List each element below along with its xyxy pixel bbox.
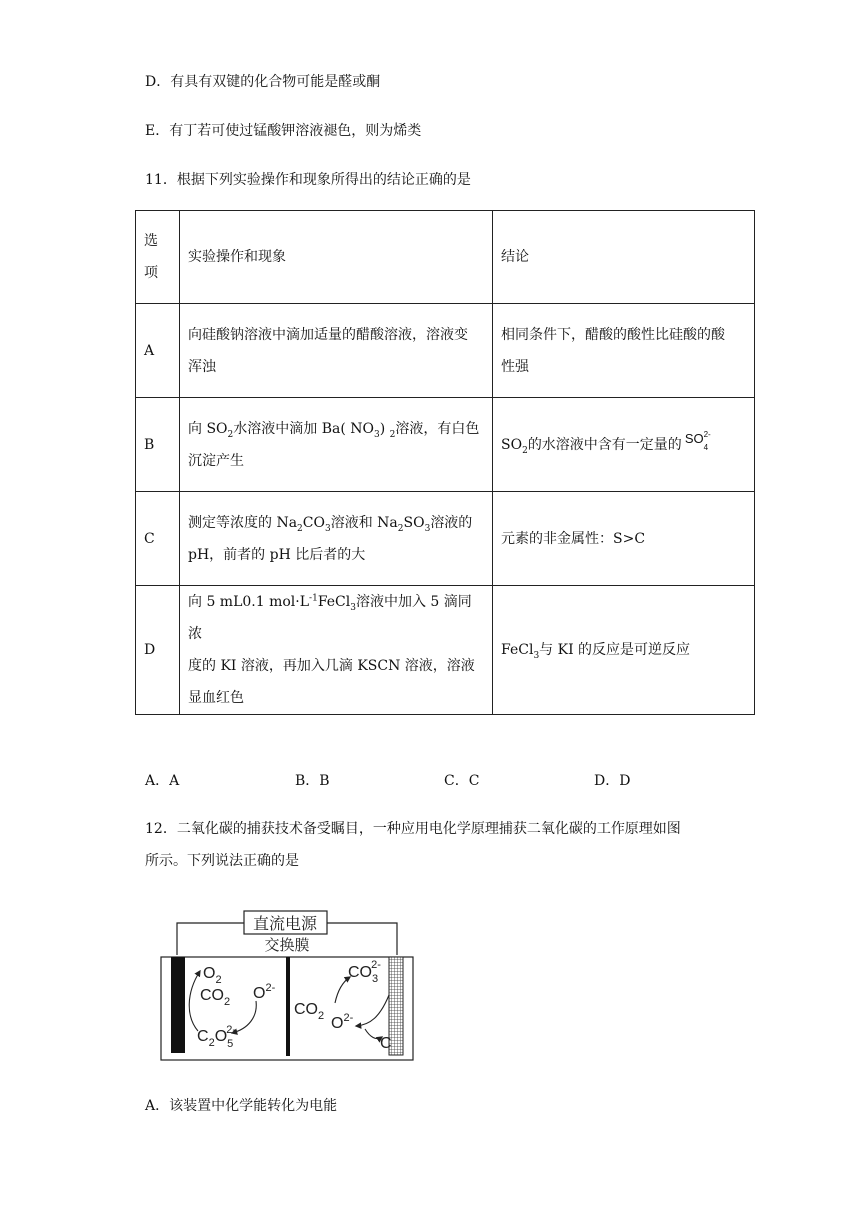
row-a-conclusion: [493, 304, 755, 398]
question-11-stem: 11．根据下列实验操作和现象所得出的结论正确的是: [145, 172, 471, 188]
right-oxide-ion-label: $O^{2-}$: [331, 1012, 354, 1032]
left-co2-label: $CO_2$: [200, 987, 231, 1008]
row-b-option: B: [136, 398, 180, 492]
experiment-table: [135, 210, 755, 715]
power-source-label: 直流电源: [252, 914, 318, 933]
option-e-line: E．有丁若可使过锰酸钾溶液褪色，则为烯类: [145, 123, 422, 139]
row-d-operation-line-2: 度的 KI 溶液，再加入几滴 KSCN 溶液，溶液: [188, 658, 475, 674]
header-option: [136, 211, 180, 304]
electrolysis-diagram: [160, 905, 416, 1063]
row-b-operation: [180, 398, 493, 492]
table-row: [136, 586, 755, 715]
header-option-char-1: 选: [144, 233, 158, 249]
membrane-label: 交换膜: [264, 936, 310, 954]
row-c-option: C: [136, 492, 180, 586]
header-conclusion: 结论: [493, 211, 755, 304]
header-option-char-2: 项: [144, 265, 158, 281]
row-c-conclusion: 元素的非金属性：S>C: [493, 492, 755, 586]
row-d-option: D: [136, 586, 180, 715]
row-b-operation-line-2: 沉淀产生: [188, 452, 244, 469]
left-electrode: [171, 957, 185, 1053]
row-d-conclusion: FeCl$_3$与 KI 的反应是可逆反应: [493, 586, 755, 715]
row-c-operation-line-1: 测定等浓度的 $Na_2CO_3$溶液和 $Na_2SO_3$溶液的: [188, 514, 473, 534]
answer-option-a[interactable]: A．A: [145, 773, 180, 789]
exchange-membrane: [286, 957, 290, 1056]
row-b-conclusion: $SO_2$的水溶液中含有一定量的 SO 2- 4: [493, 398, 755, 492]
left-wire: [177, 923, 244, 955]
table-row: [136, 304, 755, 398]
answer-option-b[interactable]: B．B: [295, 773, 330, 789]
table-header-row: [136, 211, 755, 304]
row-b-operation-line-1: 向 $SO_2$水溶液中滴加 Ba( $NO_3$) $_2$溶液，有白色: [188, 420, 480, 440]
row-a-operation-line-2: 浑浊: [188, 358, 216, 375]
row-a-option: A: [136, 304, 180, 398]
left-oxide-ion-label: $O^{2-}$: [253, 982, 276, 1002]
right-co2-label: $CO_2$: [294, 1001, 325, 1022]
row-a-conclusion-line-1: 相同条件下，醋酸的酸性比硅酸的酸: [501, 326, 725, 343]
question-12-stem-line-2: 所示。下列说法正确的是: [145, 853, 299, 869]
right-wire: [327, 923, 397, 955]
row-a-operation-line-1: 向硅酸钠溶液中滴加适量的醋酸溶液，溶液变: [188, 326, 468, 343]
table-row: [136, 398, 755, 492]
row-d-operation: [180, 586, 493, 715]
row-a-operation: [180, 304, 493, 398]
row-c-operation-line-2: pH，前者的 pH 比后者的大: [188, 546, 366, 563]
option-d-line: D．有具有双键的化合物可能是醛或酮: [145, 74, 381, 90]
row-a-conclusion-line-2: 性强: [501, 358, 529, 375]
row-d-operation-line-3: 显血红色: [188, 690, 244, 706]
right-carbon-label: C: [380, 1035, 392, 1052]
answer-option-d[interactable]: D．D: [594, 773, 631, 789]
right-co3-ion-label: $CO_32-$: [348, 959, 381, 985]
row-d-operation-line-1: 向 5 mL0.1 $mol\cdot L^{-1}FeCl_3$溶液中加入 5 滴同浓: [188, 593, 472, 642]
question-12-stem-line-1: 12．二氧化碳的捕获技术备受瞩目，一种应用电化学原理捕获二氧化碳的工作原理如图: [145, 821, 681, 837]
table-row: [136, 492, 755, 586]
left-c2o5-ion-label: $C_2O_52-$: [197, 1024, 237, 1050]
question-12-option-a[interactable]: A．该装置中化学能转化为电能: [145, 1098, 338, 1114]
sulfate-ion-formula: SO 2- 4: [684, 429, 711, 452]
row-c-operation: [180, 492, 493, 586]
header-operation: 实验操作和现象: [180, 211, 493, 304]
answer-option-c[interactable]: C．C: [444, 773, 480, 789]
left-o2-label: $O_2$: [203, 965, 222, 986]
